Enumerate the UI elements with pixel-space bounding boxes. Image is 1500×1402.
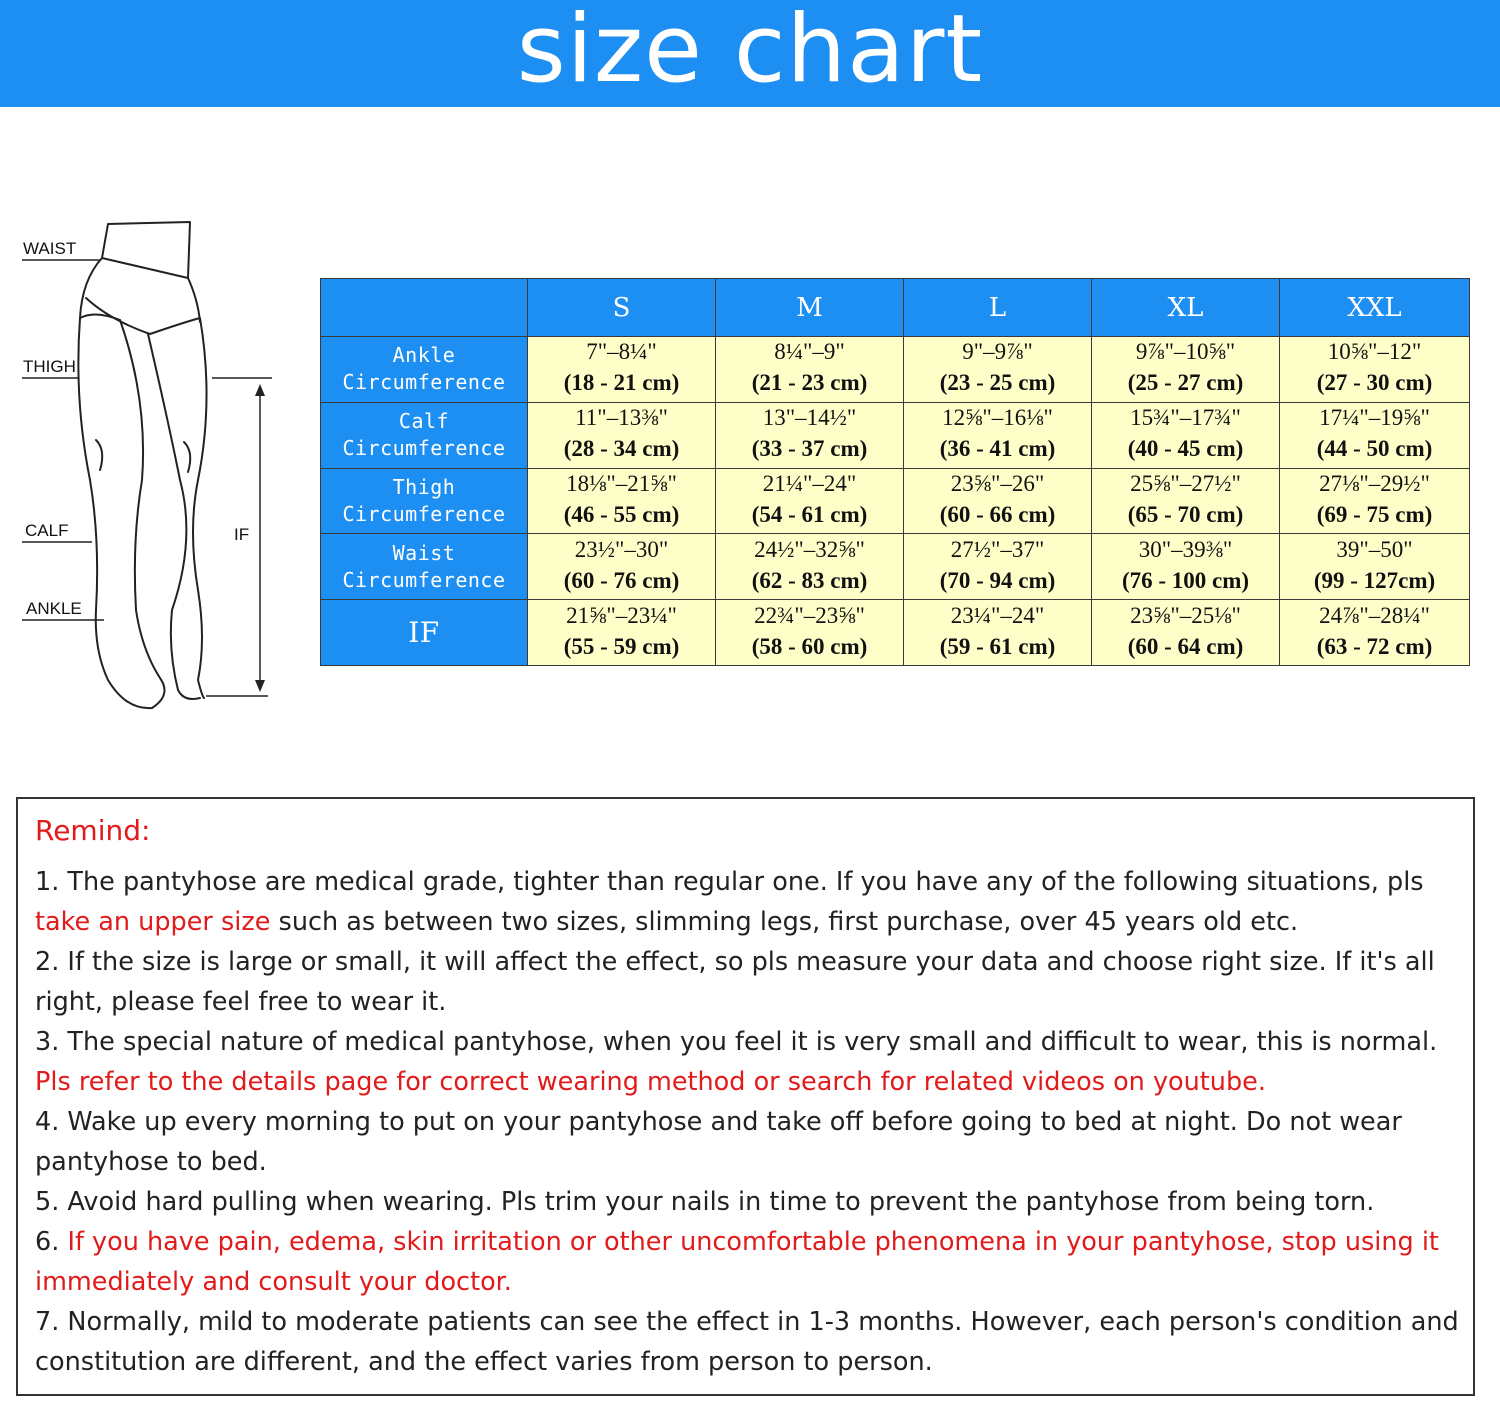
- size-header-xxl: XXL: [1280, 279, 1470, 337]
- row-label-line: IF: [408, 616, 440, 650]
- row-label-line: Ankle: [392, 343, 456, 368]
- cm-range: (46 - 55 cm): [563, 501, 680, 527]
- size-cell-s: [528, 534, 716, 600]
- cm-range: (54 - 61 cm): [751, 501, 868, 527]
- size-cell-l: [904, 468, 1092, 534]
- size-cell-xxl: [1280, 600, 1470, 666]
- size-header-xl: XL: [1092, 279, 1280, 337]
- size-cell-l: [904, 402, 1092, 468]
- size-cell-xl: [1092, 468, 1280, 534]
- row-label: [321, 600, 528, 666]
- inch-range: 8¼"–9": [774, 339, 845, 365]
- remind-notes: [35, 862, 1470, 1382]
- title-banner: [0, 0, 1500, 107]
- size-header-m: M: [716, 279, 904, 337]
- note-6-text: 6.: [35, 1227, 68, 1257]
- ankle-label: ANKLE: [26, 599, 82, 618]
- inch-range: 23¼"–24": [950, 602, 1045, 628]
- cm-range: (76 - 100 cm): [1121, 567, 1250, 593]
- cm-range: (69 - 75 cm): [1316, 501, 1433, 527]
- inch-range: 18⅛"–21⅝": [566, 470, 677, 496]
- page-title: size chart: [516, 0, 984, 104]
- size-cell-xl: [1092, 534, 1280, 600]
- size-cell-m: [716, 600, 904, 666]
- inch-range: 13"–14½": [762, 405, 857, 431]
- size-cell-l: [904, 600, 1092, 666]
- cm-range: (99 - 127cm): [1313, 567, 1436, 593]
- row-label-line: Circumference: [342, 436, 506, 461]
- inch-range: 21¼"–24": [762, 470, 857, 496]
- row-label-line: Circumference: [342, 501, 506, 526]
- table-corner: [321, 279, 528, 337]
- cm-range: (27 - 30 cm): [1316, 370, 1433, 396]
- row-label-line: Waist: [392, 540, 456, 565]
- cm-range: (62 - 83 cm): [751, 567, 868, 593]
- table-row: [321, 337, 1470, 403]
- size-header-l: L: [904, 279, 1092, 337]
- note-3-highlight: Pls refer to the details page for correct wearing method or search for related videos on youtube.: [35, 1067, 1266, 1097]
- thigh-label: THIGH: [23, 357, 76, 376]
- note-3-text: 3. The special nature of medical pantyhose, when you feel it is very small and difficult to wear, this is normal.: [35, 1027, 1438, 1057]
- cm-range: (59 - 61 cm): [939, 633, 1056, 659]
- row-label-line: Thigh: [392, 474, 456, 499]
- note-1-highlight: take an upper size: [35, 907, 271, 937]
- calf-label: CALF: [25, 521, 69, 540]
- inch-range: 39"–50": [1336, 536, 1413, 562]
- note-1: [35, 862, 1470, 942]
- row-label-line: Calf: [398, 409, 450, 434]
- inch-range: 15¾"–17¾": [1130, 405, 1241, 431]
- cm-range: (36 - 41 cm): [939, 436, 1056, 462]
- note-1-text-end: such as between two sizes, slimming legs, first purchase, over 45 years old etc.: [270, 907, 1299, 937]
- size-cell-xxl: [1280, 468, 1470, 534]
- inch-range: 17¼"–19⅝": [1319, 405, 1430, 431]
- cm-range: (28 - 34 cm): [563, 436, 680, 462]
- note-4: 4. Wake up every morning to put on your pantyhose and take off before going to bed at night. Do not wear pantyhose to bed.: [35, 1107, 1402, 1177]
- size-cell-s: [528, 337, 716, 403]
- size-cell-xxl: [1280, 337, 1470, 403]
- cm-range: (25 - 27 cm): [1127, 370, 1244, 396]
- note-6-highlight: If you have pain, edema, skin irritation or other uncomfortable phenomena in your pantyhose, stop using it immediately and consult your doctor.: [35, 1227, 1439, 1297]
- leg-measurement-diagram: [0, 210, 300, 730]
- note-1-text: 1. The pantyhose are medical grade, tighter than regular one. If you have any of the following situations, pls: [35, 867, 1424, 897]
- cm-range: (55 - 59 cm): [563, 633, 680, 659]
- size-cell-xl: [1092, 600, 1280, 666]
- inch-range: 25⅝"–27½": [1130, 470, 1241, 496]
- inch-range: 22¾"–23⅝": [754, 602, 865, 628]
- inch-range: 23½"–30": [574, 536, 669, 562]
- remind-title: Remind:: [35, 814, 151, 847]
- note-3: [35, 1022, 1470, 1102]
- size-cell-xxl: [1280, 402, 1470, 468]
- size-header-row: [321, 279, 1470, 337]
- inch-range: 21⅝"–23¼": [566, 602, 677, 628]
- table-row: [321, 600, 1470, 666]
- inch-range: 7"–8¼": [586, 339, 657, 365]
- cm-range: (63 - 72 cm): [1316, 633, 1433, 659]
- row-label: [321, 468, 528, 534]
- cm-range: (60 - 64 cm): [1127, 633, 1244, 659]
- size-cell-s: [528, 600, 716, 666]
- cm-range: (60 - 66 cm): [939, 501, 1056, 527]
- size-cell-xxl: [1280, 534, 1470, 600]
- table-row: [321, 534, 1470, 600]
- cm-range: (70 - 94 cm): [939, 567, 1056, 593]
- inch-range: 27½"–37": [950, 536, 1045, 562]
- size-header-s: S: [528, 279, 716, 337]
- row-label-line: Circumference: [342, 567, 506, 592]
- remind-box: [16, 797, 1475, 1396]
- size-cell-s: [528, 468, 716, 534]
- inch-range: 27⅛"–29½": [1319, 470, 1430, 496]
- table-row: [321, 402, 1470, 468]
- table-row: [321, 468, 1470, 534]
- size-table: [320, 278, 1470, 666]
- waist-label: WAIST: [23, 239, 77, 258]
- inch-range: 24½"–32⅝": [754, 536, 865, 562]
- note-2: 2. If the size is large or small, it will affect the effect, so pls measure your data and choose right size. If it's all right, please feel free to wear it.: [35, 947, 1435, 1017]
- note-7: 7. Normally, mild to moderate patients can see the effect in 1-3 months. However, each person's condition and constitution are different, and the effect varies from person to person.: [35, 1307, 1459, 1377]
- cm-range: (58 - 60 cm): [751, 633, 868, 659]
- inch-range: 30"–39⅜": [1138, 536, 1233, 562]
- size-cell-s: [528, 402, 716, 468]
- note-5: 5. Avoid hard pulling when wearing. Pls trim your nails in time to prevent the pantyhose from being torn.: [35, 1187, 1375, 1217]
- cm-range: (18 - 21 cm): [563, 370, 680, 396]
- cm-range: (60 - 76 cm): [563, 567, 680, 593]
- row-label: [321, 534, 528, 600]
- inch-range: 12⅝"–16⅛": [942, 405, 1053, 431]
- size-cell-l: [904, 337, 1092, 403]
- inch-range: 10⅝"–12": [1327, 339, 1422, 365]
- cm-range: (23 - 25 cm): [939, 370, 1056, 396]
- row-label: [321, 402, 528, 468]
- inch-range: 23⅝"–25⅛": [1130, 602, 1241, 628]
- inch-range: 9⅞"–10⅝": [1135, 339, 1236, 365]
- size-cell-xl: [1092, 337, 1280, 403]
- size-cell-m: [716, 337, 904, 403]
- legs-illustration: [0, 210, 300, 730]
- inch-range: 23⅝"–26": [950, 470, 1045, 496]
- row-label-line: Circumference: [342, 370, 506, 395]
- size-cell-l: [904, 534, 1092, 600]
- size-cell-m: [716, 402, 904, 468]
- size-cell-m: [716, 534, 904, 600]
- if-label: IF: [234, 525, 250, 544]
- cm-range: (40 - 45 cm): [1127, 436, 1244, 462]
- cm-range: (33 - 37 cm): [751, 436, 868, 462]
- cm-range: (44 - 50 cm): [1316, 436, 1433, 462]
- inch-range: 24⅞"–28¼": [1319, 602, 1430, 628]
- cm-range: (21 - 23 cm): [751, 370, 868, 396]
- note-6: [35, 1222, 1470, 1302]
- row-label: [321, 337, 528, 403]
- inch-range: 9"–9⅞": [962, 339, 1033, 365]
- size-cell-xl: [1092, 402, 1280, 468]
- cm-range: (65 - 70 cm): [1127, 501, 1244, 527]
- size-cell-m: [716, 468, 904, 534]
- inch-range: 11"–13⅜": [575, 405, 668, 431]
